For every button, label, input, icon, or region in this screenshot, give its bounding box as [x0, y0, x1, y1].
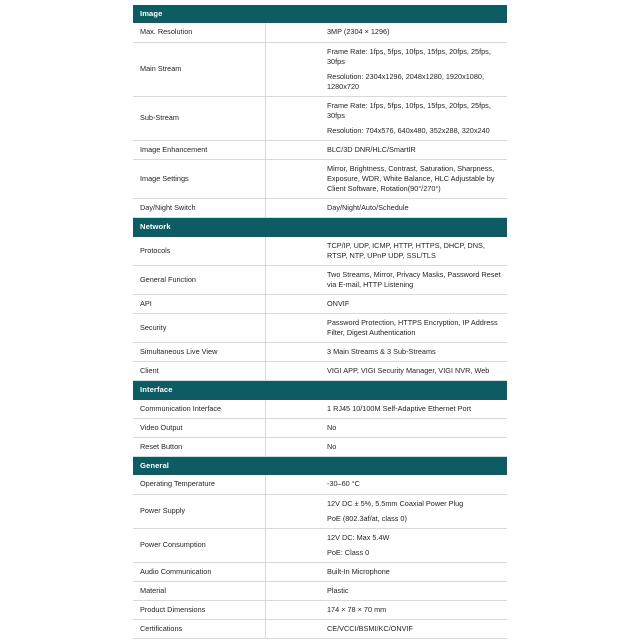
column-divider [265, 199, 266, 218]
spec-value-line: No [327, 441, 337, 451]
column-divider [265, 362, 266, 381]
table-row [133, 237, 507, 266]
spec-label: Product Dimensions [133, 600, 320, 619]
spec-label: Security [133, 314, 320, 343]
spec-value [320, 494, 507, 528]
table-row [133, 199, 507, 218]
column-divider [265, 400, 266, 419]
column-divider [265, 494, 266, 528]
spec-value [320, 265, 507, 294]
spec-value [320, 295, 507, 314]
spec-value-line: Password Protection, HTTPS Encryption, IP Address Filter, Digest Authentication [327, 318, 498, 338]
spec-value-line: 3 Main Streams & 3 Sub-Streams [327, 347, 436, 357]
spec-table-body [133, 5, 507, 639]
spec-label: Reset Button [133, 437, 320, 456]
spec-value-line: BLC/3D DNR/HLC/SmartIR [327, 144, 416, 154]
spec-label: Protocols [133, 237, 320, 266]
spec-value-line: Two Streams, Mirror, Privacy Masks, Password Reset via E-mail, HTTP Listening [327, 269, 501, 289]
column-divider [265, 96, 266, 140]
spec-value [320, 619, 507, 638]
spec-label: Power Consumption [133, 528, 320, 562]
table-row [133, 581, 507, 600]
spec-label: Sub-Stream [133, 96, 320, 140]
spec-value-line: Built-In Microphone [327, 566, 390, 576]
column-divider [265, 619, 266, 638]
table-row [133, 494, 507, 528]
section-title: Image [133, 5, 507, 23]
column-divider [265, 581, 266, 600]
spec-value [320, 42, 507, 96]
column-divider [265, 437, 266, 456]
spec-value [320, 418, 507, 437]
table-row [133, 475, 507, 494]
spec-value [320, 314, 507, 343]
spec-value-line: CE/VCCI/BSMI/KC/ONVIF [327, 623, 413, 633]
spec-value-line: 1 RJ45 10/100M Self-Adaptive Ethernet Port [327, 403, 471, 413]
spec-value [320, 237, 507, 266]
table-row [133, 96, 507, 140]
spec-value-line: Frame Rate: 1fps, 5fps, 10fps, 15fps, 20fps, 25fps, 30fps [327, 100, 491, 120]
table-row [133, 140, 507, 159]
spec-value [320, 600, 507, 619]
spec-label: General Function [133, 265, 320, 294]
column-divider [265, 343, 266, 362]
table-row [133, 418, 507, 437]
table-row [133, 343, 507, 362]
spec-label: Simultaneous Live View [133, 343, 320, 362]
spec-value [320, 160, 507, 199]
column-divider [265, 140, 266, 159]
spec-label: Image Settings [133, 160, 320, 199]
spec-value [320, 96, 507, 140]
specifications-table [133, 5, 507, 639]
column-divider [265, 295, 266, 314]
spec-value-line: PoE: Class 0 [327, 547, 370, 557]
spec-label: API [133, 295, 320, 314]
table-row [133, 314, 507, 343]
section-title: Network [133, 218, 507, 237]
spec-label: Audio Communication [133, 562, 320, 581]
spec-label: Max. Resolution [133, 23, 320, 42]
section-header-row [133, 456, 507, 475]
table-row [133, 295, 507, 314]
spec-label: Client [133, 362, 320, 381]
spec-value [320, 199, 507, 218]
spec-value-line: PoE (802.3af/at, class 0) [327, 513, 407, 523]
table-row [133, 23, 507, 42]
section-header-row [133, 5, 507, 23]
table-row [133, 160, 507, 199]
column-divider [265, 42, 266, 96]
column-divider [265, 237, 266, 266]
spec-value [320, 437, 507, 456]
spec-value-line: TCP/IP, UDP, ICMP, HTTP, HTTPS, DHCP, DNS, RTSP, NTP, UPnP UDP, SSL/TLS [327, 240, 485, 260]
spec-label: Operating Temperature [133, 475, 320, 494]
table-row [133, 600, 507, 619]
spec-value [320, 400, 507, 419]
column-divider [265, 23, 266, 42]
spec-value [320, 140, 507, 159]
spec-value-line: No [327, 422, 337, 432]
table-row [133, 619, 507, 638]
spec-value [320, 23, 507, 42]
table-row [133, 42, 507, 96]
table-row [133, 362, 507, 381]
spec-value-line: Day/Night/Auto/Schedule [327, 203, 409, 213]
column-divider [265, 528, 266, 562]
spec-value-line: Mirror, Brightness, Contrast, Saturation, Sharpness, Exposure, WDR, White Balance, HLC Adjustable by Client Software, Rotation(90°/270°) [327, 164, 495, 194]
table-row [133, 562, 507, 581]
table-row [133, 437, 507, 456]
spec-value-line: Plastic [327, 585, 349, 595]
spec-label: Main Stream [133, 42, 320, 96]
spec-value [320, 362, 507, 381]
spec-value-line: Resolution: 2304x1296, 2048x1280, 1920x1080, 1280x720 [327, 71, 485, 91]
spec-value-line: Frame Rate: 1fps, 5fps, 10fps, 15fps, 20fps, 25fps, 30fps [327, 46, 491, 66]
spec-value-line: VIGI APP, VIGI Security Manager, VIGI NVR, Web [327, 366, 490, 376]
spec-value [320, 475, 507, 494]
section-title: General [133, 456, 507, 475]
spec-value-line: 174 × 78 × 70 mm [327, 604, 387, 614]
spec-value-line: ONVIF [327, 299, 350, 308]
spec-label: Video Output [133, 418, 320, 437]
column-divider [265, 418, 266, 437]
spec-value-line: 12V DC ± 5%, 5.5mm Coaxial Power Plug [327, 498, 464, 508]
table-row [133, 528, 507, 562]
spec-value-line: Resolution: 704x576, 640x480, 352x288, 320x240 [327, 125, 490, 135]
section-title: Interface [133, 381, 507, 400]
column-divider [265, 265, 266, 294]
spec-value-line: 3MP (2304 × 1296) [327, 27, 390, 37]
spec-value [320, 562, 507, 581]
spec-label: Power Supply [133, 494, 320, 528]
column-divider [265, 475, 266, 494]
section-header-row [133, 381, 507, 400]
spec-value [320, 581, 507, 600]
spec-label: Material [133, 581, 320, 600]
spec-value-line: 12V DC: Max 5.4W [327, 532, 390, 542]
spec-value-line: -30–60 °C [327, 479, 360, 489]
column-divider [265, 562, 266, 581]
table-row [133, 265, 507, 294]
section-header-row [133, 218, 507, 237]
spec-value [320, 528, 507, 562]
spec-label: Certifications [133, 619, 320, 638]
spec-label: Day/Night Switch [133, 199, 320, 218]
spec-label: Image Enhancement [133, 140, 320, 159]
table-row [133, 400, 507, 419]
spec-label: Communication Interface [133, 400, 320, 419]
column-divider [265, 314, 266, 343]
column-divider [265, 600, 266, 619]
column-divider [265, 160, 266, 199]
spec-value [320, 343, 507, 362]
